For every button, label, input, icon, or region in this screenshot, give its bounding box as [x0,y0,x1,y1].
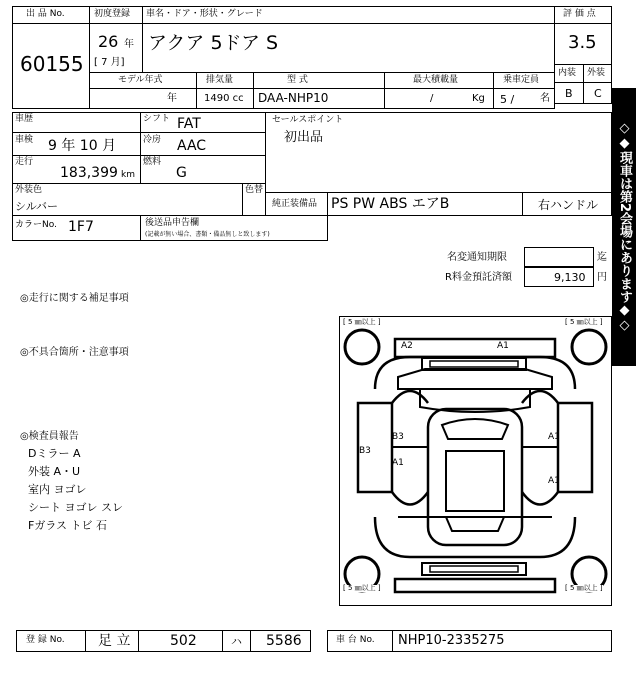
registration-kana: ハ [231,635,242,648]
damage-mark-left-b3: B3 [392,432,404,442]
mileage-value: 183,399 [60,165,118,181]
color-no-label: カラーNo. [15,220,57,230]
recycle-fee-unit: 円 [597,272,607,283]
shift-label: シフト [143,114,171,124]
lot-number: 60155 [20,52,84,76]
tire-tread-rear-left: [ 5 ㎜以上 ] [343,584,381,592]
chassis-number: NHP10-2335275 [398,633,505,648]
first-registration-label: 初度登録 [94,9,131,19]
registration-class: 502 [170,633,197,649]
sales-point-value: 初出品 [284,130,324,145]
damage-mark-left-b3-outer: B3 [359,446,371,456]
inspector-report-label: ◎検査員報告 [20,431,79,442]
model-year-label: モデル年式 [118,75,163,85]
fuel-value: G [176,165,187,181]
notice-deadline-unit: 迄 [597,252,607,263]
score-value: 3.5 [568,32,597,53]
ac-label: 冷房 [143,135,162,145]
delivery-note: (記載が無い場合、書類・備品無しと致します) [145,231,270,238]
color-no-value: 1F7 [68,219,94,235]
inspector-line: 外装 A・U [28,465,81,478]
car-name-label: 車名・ドア・形状・グレード [146,9,263,19]
inspector-line: 室内 ヨゴレ [28,483,87,496]
damage-mark-front-a1: A1 [497,341,509,351]
first-registration-year: 26 [98,32,119,51]
damage-mark-left-a1: A1 [392,458,404,468]
max-load-label: 最大積載量 [413,75,459,85]
steering-value: 右ハンドル [538,198,599,212]
recycle-fee-value: 9,130 [554,271,586,284]
tire-tread-front-left: [ 5 ㎜以上 ] [343,318,381,326]
score-label: 評 価 点 [563,9,596,19]
exterior-grade: C [594,87,602,100]
registration-number: 5586 [266,633,302,649]
chassis-label: 車 台 No. [336,635,375,645]
max-load-unit: Kg [472,93,485,104]
capacity-label: 乗車定員 [503,75,540,85]
car-diagram [339,316,612,606]
equipment-label: 純正装備品 [272,199,318,209]
displacement-value: 1490 cc [204,93,244,104]
model-label: 型 式 [287,75,308,85]
equipment-value: PS PW ABS エアB [331,196,450,212]
fuel-label: 燃料 [143,157,162,167]
delivery-label: 後送品申告欄 [145,218,200,228]
sidebar-notice: ◇◆現車は第2会場にあります◆◇ [612,88,636,366]
inspector-line: シート ヨゴレ スレ [28,501,123,514]
inspection-label: 車検 [15,135,34,145]
defects-label: ◎不具合箇所・注意事項 [20,347,129,358]
tire-tread-rear-right: [ 5 ㎜以上 ] [565,584,603,592]
interior-label: 内装 [558,68,577,78]
color-change-label: 色替 [245,185,264,195]
damage-mark-front-a2: A2 [401,341,413,351]
registration-area: 足 立 [98,633,131,649]
recycle-fee-label: R料金預託済額 [445,272,512,283]
lot-number-label: 出 品 No. [26,9,65,19]
registration-label: 登 録 No. [26,635,65,645]
driving-notes-label: ◎走行に関する補足事項 [20,293,129,304]
exterior-color-label: 外装色 [15,185,43,195]
notice-deadline-label: 名変通知期限 [447,252,507,263]
ac-value: AAC [177,138,207,154]
interior-grade: B [565,87,573,100]
exterior-label: 外装 [587,68,606,78]
car-name: アクア 5ドア S [148,32,279,54]
capacity-unit: 名 [540,93,550,104]
exterior-color-value: シルバー [15,200,58,213]
inspection-value: 9 年 10 月 [48,138,117,154]
history-label: 車歴 [15,114,34,124]
capacity-value: 5 / [500,93,515,106]
inspector-line: Fガラス トビ 石 [28,519,107,532]
displacement-label: 排気量 [206,75,234,85]
damage-mark-right-a1-front: A1 [548,432,560,442]
damage-mark-right-a1-rear: A1 [548,476,560,486]
mileage-label: 走行 [15,157,34,167]
model-value: DAA-NHP10 [258,91,329,105]
year-unit: 年 [124,39,134,50]
inspector-line: Dミラー A [28,447,81,460]
max-load-slash: / [430,93,434,104]
sales-point-label: セールスポイント [272,115,344,125]
notice-deadline-box [524,247,594,267]
tire-tread-front-right: [ 5 ㎜以上 ] [565,318,603,326]
model-year-unit: 年 [167,93,177,104]
shift-value: FAT [177,116,201,132]
first-registration-month: [ 7 月] [94,57,125,68]
mileage-unit: km [121,170,135,180]
car-outline-drawing [340,317,611,605]
